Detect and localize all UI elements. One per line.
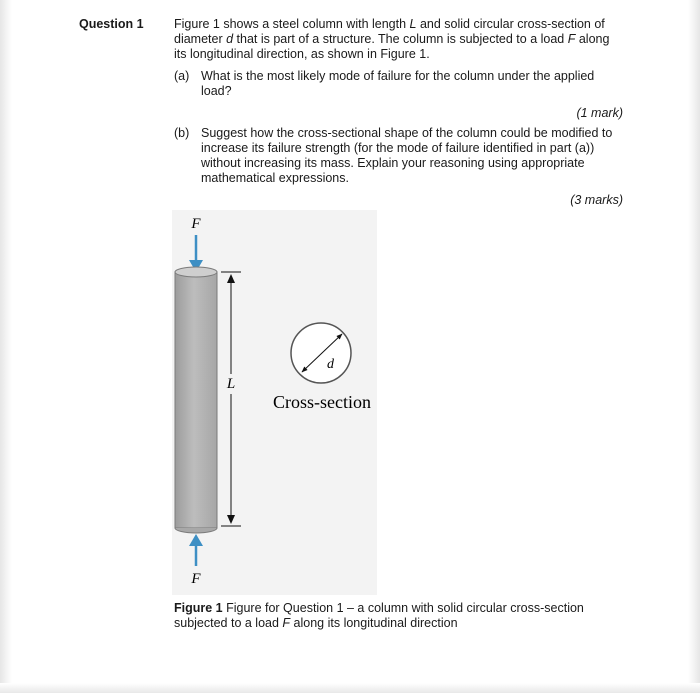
caption-var-F: F <box>282 616 291 630</box>
part-b-text: Suggest how the cross-sectional shape of the column could be modified to increase its failure strength (for the mode of failure identified in part (a)) without increasing its mass. Explain your reasoning using appropriate mathematical expressions. <box>201 126 613 185</box>
column <box>175 267 217 533</box>
part-b-marks: (3 marks) <box>570 193 623 207</box>
part-b-label: (b) <box>174 126 190 140</box>
caption-text-2: along its longitudinal direction <box>290 616 458 630</box>
diameter-label: d <box>327 357 334 372</box>
intro-text-4: along its longitudinal direction, as shown in Figure 1. <box>174 32 610 61</box>
figure-caption <box>174 601 624 631</box>
caption-figure-number: Figure 1 <box>174 601 223 615</box>
caption-text-1: Figure for Question 1 – a column with solid circular cross-section subjected to a load <box>174 601 584 630</box>
var-F: F <box>567 32 576 46</box>
cross-section-circle <box>291 323 351 383</box>
part-a-text: What is the most likely mode of failure for the column under the applied load? <box>201 69 595 98</box>
force-bottom-label: F <box>191 571 201 587</box>
var-d: d <box>226 32 234 46</box>
intro-text-2: and solid circular cross-section of diameter <box>174 17 605 46</box>
intro-text-1: Figure 1 shows a steel column with length <box>174 17 410 31</box>
cross-section-label: Cross-section <box>273 392 371 412</box>
force-top-label: F <box>191 216 201 232</box>
question-label: Question 1 <box>79 17 144 31</box>
length-label: L <box>226 376 236 392</box>
var-L: L <box>409 17 417 31</box>
intro-text-3: that is part of a structure. The column is subjected to a load <box>233 32 568 46</box>
part-a-label: (a) <box>174 69 190 83</box>
part-a-marks: (1 mark) <box>576 106 623 120</box>
